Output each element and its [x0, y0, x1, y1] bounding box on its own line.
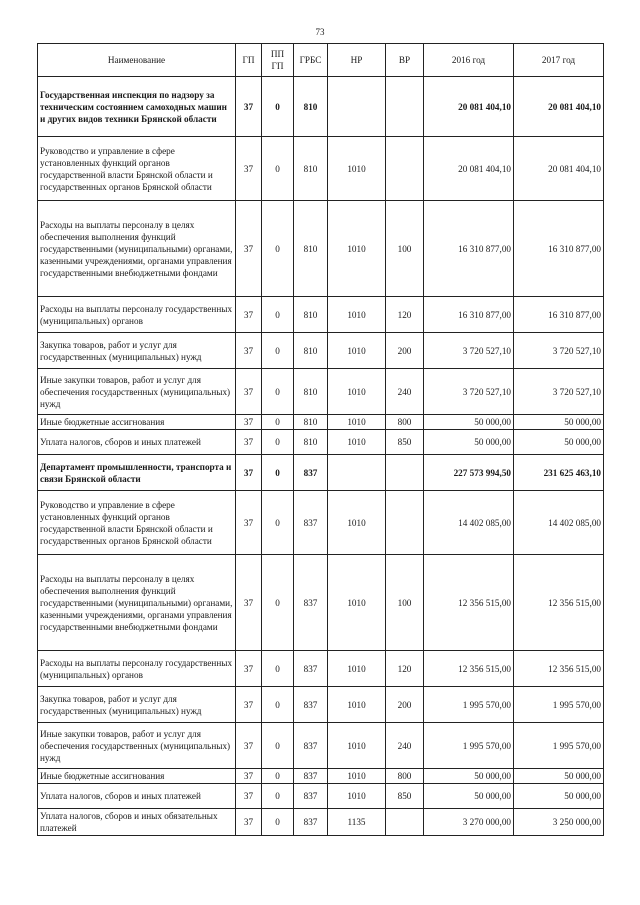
cell-ppgp: 0 — [262, 555, 294, 651]
cell-ppgp: 0 — [262, 723, 294, 769]
cell-2017: 50 000,00 — [514, 415, 604, 430]
cell-2017: 3 720 527,10 — [514, 369, 604, 415]
cell-vr: 240 — [386, 723, 424, 769]
cell-vr: 120 — [386, 297, 424, 333]
cell-name: Расходы на выплаты персоналу в целях обеспечения выполнения функций государственными (муниципальными) органами, казенными учреждениями, органами управления государственными внебюджетными фондами — [38, 201, 236, 297]
table-row — [38, 333, 604, 369]
cell-ppgp: 0 — [262, 687, 294, 723]
cell-vr — [386, 455, 424, 491]
cell-2016: 12 356 515,00 — [424, 651, 514, 687]
table-row — [38, 415, 604, 430]
cell-name: Иные закупки товаров, работ и услуг для обеспечения государственных (муниципальных) нужд — [38, 723, 236, 769]
cell-np: 1010 — [328, 723, 386, 769]
header-vr: ВР — [386, 44, 424, 77]
cell-vr: 800 — [386, 415, 424, 430]
cell-2016: 50 000,00 — [424, 415, 514, 430]
cell-ppgp: 0 — [262, 201, 294, 297]
cell-2017: 12 356 515,00 — [514, 651, 604, 687]
header-2016: 2016 год — [424, 44, 514, 77]
cell-name: Уплата налогов, сборов и иных платежей — [38, 430, 236, 455]
cell-name: Закупка товаров, работ и услуг для государственных (муниципальных) нужд — [38, 687, 236, 723]
cell-name: Государственная инспекция по надзору за техническим состоянием самоходных машин и других видов техники Брянской области — [38, 77, 236, 137]
cell-vr: 850 — [386, 430, 424, 455]
cell-gp: 37 — [236, 651, 262, 687]
table-header-row — [38, 44, 604, 77]
cell-np: 1010 — [328, 769, 386, 784]
cell-2017: 16 310 877,00 — [514, 297, 604, 333]
cell-vr: 120 — [386, 651, 424, 687]
cell-2016: 1 995 570,00 — [424, 723, 514, 769]
table-row — [38, 455, 604, 491]
cell-grbs: 837 — [294, 769, 328, 784]
cell-ppgp: 0 — [262, 809, 294, 836]
cell-gp: 37 — [236, 491, 262, 555]
cell-2017: 3 720 527,10 — [514, 333, 604, 369]
cell-vr: 100 — [386, 555, 424, 651]
cell-grbs: 837 — [294, 455, 328, 491]
cell-name: Департамент промышленности, транспорта и связи Брянской области — [38, 455, 236, 491]
cell-np: 1010 — [328, 784, 386, 809]
cell-gp: 37 — [236, 333, 262, 369]
cell-vr: 800 — [386, 769, 424, 784]
cell-2016: 3 720 527,10 — [424, 369, 514, 415]
cell-2016: 12 356 515,00 — [424, 555, 514, 651]
cell-name: Расходы на выплаты персоналу в целях обеспечения выполнения функций государственными (муниципальными) органами, казенными учреждениями, органами управления государственными внебюджетными фондами — [38, 555, 236, 651]
cell-ppgp: 0 — [262, 137, 294, 201]
cell-gp: 37 — [236, 809, 262, 836]
table-row — [38, 769, 604, 784]
cell-grbs: 810 — [294, 333, 328, 369]
cell-name: Руководство и управление в сфере установленных функций органов государственной власти Брянской области и государственных органов Брянской области — [38, 491, 236, 555]
cell-vr — [386, 137, 424, 201]
table-row — [38, 723, 604, 769]
cell-np: 1135 — [328, 809, 386, 836]
cell-np: 1010 — [328, 333, 386, 369]
table-row — [38, 77, 604, 137]
cell-2017: 12 356 515,00 — [514, 555, 604, 651]
cell-2016: 50 000,00 — [424, 430, 514, 455]
cell-vr: 850 — [386, 784, 424, 809]
budget-table — [37, 43, 604, 836]
cell-2017: 231 625 463,10 — [514, 455, 604, 491]
cell-ppgp: 0 — [262, 455, 294, 491]
cell-2016: 50 000,00 — [424, 769, 514, 784]
cell-2016: 14 402 085,00 — [424, 491, 514, 555]
cell-np: 1010 — [328, 430, 386, 455]
table-row — [38, 651, 604, 687]
cell-np: 1010 — [328, 555, 386, 651]
cell-gp: 37 — [236, 430, 262, 455]
cell-gp: 37 — [236, 369, 262, 415]
cell-name: Расходы на выплаты персоналу государственных (муниципальных) органов — [38, 651, 236, 687]
cell-gp: 37 — [236, 415, 262, 430]
cell-grbs: 810 — [294, 430, 328, 455]
cell-grbs: 837 — [294, 809, 328, 836]
cell-ppgp: 0 — [262, 651, 294, 687]
table-row — [38, 201, 604, 297]
cell-vr: 240 — [386, 369, 424, 415]
cell-2017: 20 081 404,10 — [514, 137, 604, 201]
header-gp: ГП — [236, 44, 262, 77]
header-2017: 2017 год — [514, 44, 604, 77]
cell-np: 1010 — [328, 369, 386, 415]
table-row — [38, 784, 604, 809]
cell-2017: 16 310 877,00 — [514, 201, 604, 297]
cell-name: Уплата налогов, сборов и иных обязательных платежей — [38, 809, 236, 836]
cell-2017: 50 000,00 — [514, 430, 604, 455]
cell-gp: 37 — [236, 77, 262, 137]
cell-ppgp: 0 — [262, 369, 294, 415]
cell-2017: 3 250 000,00 — [514, 809, 604, 836]
cell-2016: 3 720 527,10 — [424, 333, 514, 369]
cell-gp: 37 — [236, 297, 262, 333]
cell-vr: 100 — [386, 201, 424, 297]
cell-2017: 1 995 570,00 — [514, 723, 604, 769]
cell-np: 1010 — [328, 687, 386, 723]
cell-ppgp: 0 — [262, 491, 294, 555]
cell-grbs: 837 — [294, 491, 328, 555]
cell-2016: 3 270 000,00 — [424, 809, 514, 836]
cell-grbs: 837 — [294, 555, 328, 651]
cell-2016: 20 081 404,10 — [424, 137, 514, 201]
cell-grbs: 810 — [294, 415, 328, 430]
cell-grbs: 810 — [294, 137, 328, 201]
cell-grbs: 837 — [294, 651, 328, 687]
page-number: 73 — [315, 27, 325, 37]
cell-ppgp: 0 — [262, 769, 294, 784]
cell-gp: 37 — [236, 455, 262, 491]
cell-vr — [386, 77, 424, 137]
cell-np — [328, 455, 386, 491]
table-row — [38, 809, 604, 836]
table-row — [38, 430, 604, 455]
cell-grbs: 810 — [294, 297, 328, 333]
cell-np: 1010 — [328, 297, 386, 333]
cell-ppgp: 0 — [262, 297, 294, 333]
table-row — [38, 369, 604, 415]
cell-np: 1010 — [328, 651, 386, 687]
cell-name: Иные бюджетные ассигнования — [38, 769, 236, 784]
cell-2017: 20 081 404,10 — [514, 77, 604, 137]
cell-gp: 37 — [236, 687, 262, 723]
cell-ppgp: 0 — [262, 415, 294, 430]
cell-np: 1010 — [328, 415, 386, 430]
table-row — [38, 297, 604, 333]
cell-ppgp: 0 — [262, 430, 294, 455]
table-row — [38, 687, 604, 723]
cell-2016: 16 310 877,00 — [424, 201, 514, 297]
cell-name: Уплата налогов, сборов и иных платежей — [38, 784, 236, 809]
cell-name: Иные бюджетные ассигнования — [38, 415, 236, 430]
cell-name: Руководство и управление в сфере установленных функций органов государственной власти Брянской области и государственных органов Брянской области — [38, 137, 236, 201]
cell-2016: 227 573 994,50 — [424, 455, 514, 491]
cell-ppgp: 0 — [262, 333, 294, 369]
cell-grbs: 810 — [294, 369, 328, 415]
cell-2017: 50 000,00 — [514, 784, 604, 809]
cell-grbs: 837 — [294, 784, 328, 809]
cell-gp: 37 — [236, 201, 262, 297]
cell-grbs: 837 — [294, 687, 328, 723]
cell-2016: 16 310 877,00 — [424, 297, 514, 333]
cell-2016: 1 995 570,00 — [424, 687, 514, 723]
header-grbs: ГРБС — [294, 44, 328, 77]
table-body — [38, 77, 604, 836]
cell-grbs: 837 — [294, 723, 328, 769]
cell-ppgp: 0 — [262, 77, 294, 137]
cell-2017: 1 995 570,00 — [514, 687, 604, 723]
header-np: НР — [328, 44, 386, 77]
cell-name: Расходы на выплаты персоналу государственных (муниципальных) органов — [38, 297, 236, 333]
cell-vr: 200 — [386, 333, 424, 369]
cell-2017: 50 000,00 — [514, 769, 604, 784]
cell-gp: 37 — [236, 723, 262, 769]
cell-2016: 50 000,00 — [424, 784, 514, 809]
cell-2016: 20 081 404,10 — [424, 77, 514, 137]
cell-vr — [386, 491, 424, 555]
cell-grbs: 810 — [294, 201, 328, 297]
table-row — [38, 137, 604, 201]
cell-grbs: 810 — [294, 77, 328, 137]
cell-np — [328, 77, 386, 137]
cell-vr: 200 — [386, 687, 424, 723]
cell-2017: 14 402 085,00 — [514, 491, 604, 555]
cell-gp: 37 — [236, 555, 262, 651]
cell-name: Закупка товаров, работ и услуг для государственных (муниципальных) нужд — [38, 333, 236, 369]
cell-np: 1010 — [328, 137, 386, 201]
cell-gp: 37 — [236, 769, 262, 784]
table-row — [38, 555, 604, 651]
cell-np: 1010 — [328, 201, 386, 297]
header-ppgp: ПП ГП — [262, 44, 294, 77]
cell-gp: 37 — [236, 784, 262, 809]
cell-name: Иные закупки товаров, работ и услуг для обеспечения государственных (муниципальных) нужд — [38, 369, 236, 415]
cell-gp: 37 — [236, 137, 262, 201]
cell-np: 1010 — [328, 491, 386, 555]
cell-ppgp: 0 — [262, 784, 294, 809]
cell-vr — [386, 809, 424, 836]
table-row — [38, 491, 604, 555]
header-name: Наименование — [38, 44, 236, 77]
